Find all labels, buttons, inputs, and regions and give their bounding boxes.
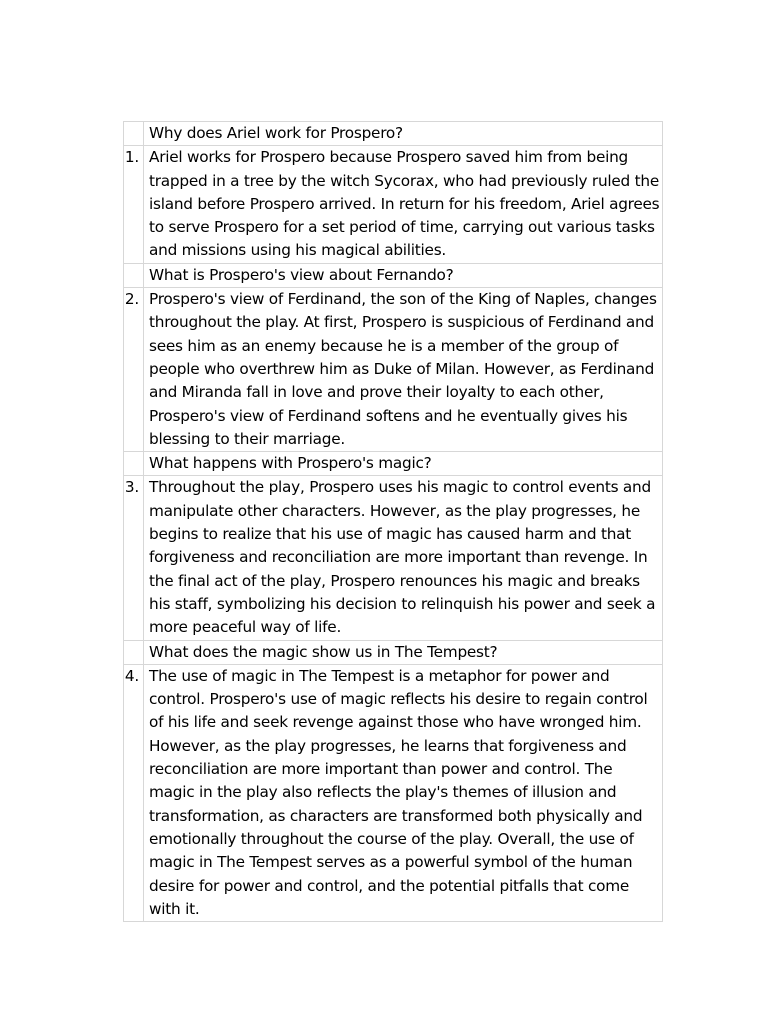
- item-number: 4.: [124, 664, 144, 921]
- answer-text: Prospero's view of Ferdinand, the son of the King of Naples, changes throughout the play. At first, Prospero is suspicious of Ferdinand and sees him as an enemy because he is a member of the group of people who overthrew him as Duke of Milan. However, as Ferdinand and Miranda fall in love and prove their loyalty to each other, Prospero's view of Ferdinand softens and he eventually gives his blessing to their marriage.: [144, 288, 663, 452]
- answer-row: [124, 146, 663, 263]
- question-row: [124, 452, 663, 476]
- item-number: 1.: [124, 146, 144, 263]
- answer-text: The use of magic in The Tempest is a metaphor for power and control. Prospero's use of magic reflects his desire to regain control of his life and seek revenge against those who have wronged him. However, as the play progresses, he learns that forgiveness and reconciliation are more important than power and control. The magic in the play also reflects the play's themes of illusion and transformation, as characters are transformed both physically and emotionally throughout the course of the play. Overall, the use of magic in The Tempest serves as a powerful symbol of the human desire for power and control, and the potential pitfalls that come with it.: [144, 664, 663, 921]
- answer-row: [124, 476, 663, 640]
- question-row: [124, 122, 663, 146]
- question-text: What does the magic show us in The Tempest?: [144, 640, 663, 664]
- question-text: What is Prospero's view about Fernando?: [144, 263, 663, 287]
- question-text: Why does Ariel work for Prospero?: [144, 122, 663, 146]
- item-number: 2.: [124, 288, 144, 452]
- number-cell-empty: [124, 452, 144, 476]
- question-row: [124, 263, 663, 287]
- qa-table: [123, 121, 663, 922]
- question-text: What happens with Prospero's magic?: [144, 452, 663, 476]
- answer-row: [124, 664, 663, 921]
- number-cell-empty: [124, 263, 144, 287]
- item-number: 3.: [124, 476, 144, 640]
- number-cell-empty: [124, 122, 144, 146]
- answer-text: Throughout the play, Prospero uses his magic to control events and manipulate other characters. However, as the play progresses, he begins to realize that his use of magic has caused harm and that forgiveness and reconciliation are more important than revenge. In the final act of the play, Prospero renounces his magic and breaks his staff, symbolizing his decision to relinquish his power and seek a more peaceful way of life.: [144, 476, 663, 640]
- answer-text: Ariel works for Prospero because Prospero saved him from being trapped in a tree by the witch Sycorax, who had previously ruled the island before Prospero arrived. In return for his freedom, Ariel agrees to serve Prospero for a set period of time, carrying out various tasks and missions using his magical abilities.: [144, 146, 663, 263]
- number-cell-empty: [124, 640, 144, 664]
- question-row: [124, 640, 663, 664]
- answer-row: [124, 288, 663, 452]
